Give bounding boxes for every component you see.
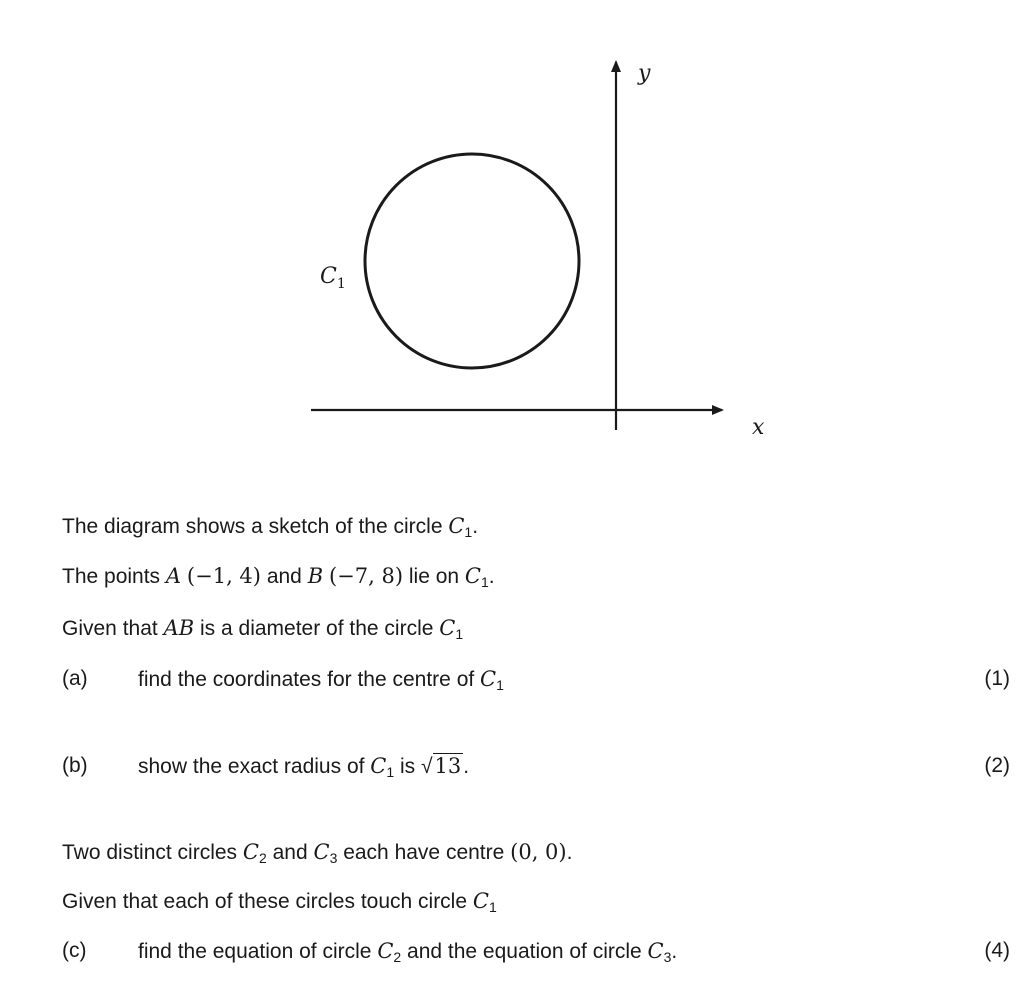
circle-c1-label: $C_1$: [320, 264, 346, 292]
intro-line-3: Given that AB is a diameter of the circle $C_1$: [62, 616, 464, 642]
part-a-text: find the coordinates for the centre of $C_1$: [138, 667, 504, 693]
y-axis-label: y: [638, 61, 651, 86]
part-c-text: find the equation of circle $C_2$ and the equation of circle $C_3$.: [138, 939, 678, 965]
part-b-label: (b): [62, 754, 88, 777]
circle-diagram: [0, 0, 1024, 480]
intro-line-2: The points A (−1, 4) and B (−7, 8) lie on $C_1$.: [62, 564, 495, 590]
part-b-text: show the exact radius of $C_1$ is √13.: [138, 754, 470, 780]
x-axis-label: x: [752, 415, 765, 440]
part-a-label: (a): [62, 667, 88, 690]
context-line-2: Given that each of these circles touch circle $C_1$: [62, 889, 497, 915]
context-line-1: Two distinct circles $C_2$ and $C_3$ each have centre (0, 0).: [62, 840, 573, 866]
part-c-label: (c): [62, 939, 87, 962]
intro-line-1: The diagram shows a sketch of the circle $C_1$.: [62, 514, 479, 540]
part-b-marks: (2): [984, 754, 1010, 777]
sqrt-symbol: √13: [421, 754, 462, 778]
part-a-marks: (1): [984, 667, 1010, 690]
part-c-marks: (4): [984, 939, 1010, 962]
circle-c1: [365, 154, 579, 368]
